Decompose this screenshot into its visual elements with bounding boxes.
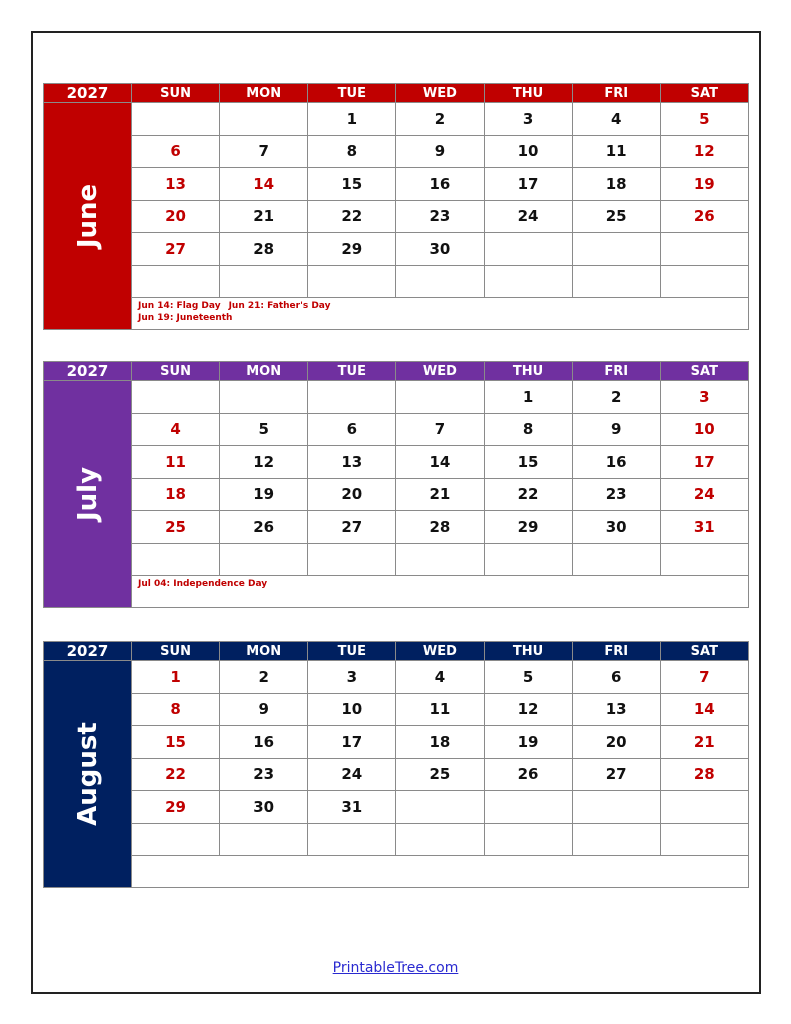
day-cell-24: 24 bbox=[484, 200, 572, 233]
weekday-header-wed: WED bbox=[396, 642, 484, 661]
day-cell-22: 22 bbox=[132, 758, 220, 791]
day-cell-20: 20 bbox=[308, 478, 396, 511]
day-cell-29: 29 bbox=[484, 511, 572, 544]
day-cell-25: 25 bbox=[572, 200, 660, 233]
day-cell-22: 22 bbox=[484, 478, 572, 511]
empty-day-cell bbox=[308, 543, 396, 576]
day-cell-28: 28 bbox=[396, 511, 484, 544]
holiday-note-line bbox=[138, 578, 742, 590]
empty-day-cell bbox=[572, 265, 660, 298]
empty-day-cell bbox=[660, 265, 748, 298]
day-cell-10: 10 bbox=[308, 693, 396, 726]
empty-day-cell bbox=[220, 381, 308, 414]
empty-day-cell bbox=[132, 823, 220, 856]
holiday-note-line bbox=[138, 300, 742, 312]
day-cell-2: 2 bbox=[572, 381, 660, 414]
day-cell-26: 26 bbox=[660, 200, 748, 233]
day-cell-21: 21 bbox=[660, 726, 748, 759]
day-cell-30: 30 bbox=[396, 233, 484, 266]
week-row bbox=[44, 381, 749, 414]
weekday-header-mon: MON bbox=[220, 362, 308, 381]
day-cell-5: 5 bbox=[484, 661, 572, 694]
month-name-label: July bbox=[72, 466, 103, 522]
day-cell-30: 30 bbox=[572, 511, 660, 544]
empty-day-cell bbox=[572, 233, 660, 266]
holiday-notes bbox=[132, 576, 749, 608]
holiday-note-line bbox=[138, 312, 742, 324]
day-cell-20: 20 bbox=[572, 726, 660, 759]
day-cell-3: 3 bbox=[484, 103, 572, 136]
day-cell-11: 11 bbox=[396, 693, 484, 726]
day-cell-26: 26 bbox=[220, 511, 308, 544]
day-cell-18: 18 bbox=[572, 168, 660, 201]
holiday-notes-row bbox=[44, 298, 749, 330]
weekday-header-sat: SAT bbox=[660, 84, 748, 103]
day-cell-19: 19 bbox=[220, 478, 308, 511]
weekday-header-row bbox=[44, 642, 749, 661]
day-cell-5: 5 bbox=[220, 413, 308, 446]
day-cell-12: 12 bbox=[660, 135, 748, 168]
day-cell-2: 2 bbox=[396, 103, 484, 136]
day-cell-7: 7 bbox=[660, 661, 748, 694]
day-cell-9: 9 bbox=[220, 693, 308, 726]
holiday-note: Jun 14: Flag Day bbox=[138, 301, 221, 311]
month-table bbox=[43, 641, 749, 888]
day-cell-23: 23 bbox=[572, 478, 660, 511]
year-label: 2027 bbox=[44, 642, 132, 661]
week-row bbox=[44, 413, 749, 446]
day-cell-14: 14 bbox=[660, 693, 748, 726]
week-row bbox=[44, 103, 749, 136]
empty-day-cell bbox=[308, 265, 396, 298]
month-name-label: August bbox=[72, 722, 103, 826]
month-name-label: June bbox=[72, 183, 103, 249]
day-cell-13: 13 bbox=[308, 446, 396, 479]
day-cell-27: 27 bbox=[308, 511, 396, 544]
day-cell-15: 15 bbox=[308, 168, 396, 201]
month-name-panel bbox=[44, 103, 132, 330]
weekday-header-tue: TUE bbox=[308, 362, 396, 381]
day-cell-3: 3 bbox=[660, 381, 748, 414]
month-block-august bbox=[43, 641, 748, 888]
day-cell-14: 14 bbox=[396, 446, 484, 479]
day-cell-17: 17 bbox=[660, 446, 748, 479]
empty-day-cell bbox=[396, 791, 484, 824]
day-cell-16: 16 bbox=[220, 726, 308, 759]
holiday-note: Jul 04: Independence Day bbox=[138, 579, 268, 589]
week-row bbox=[44, 823, 749, 856]
day-cell-27: 27 bbox=[132, 233, 220, 266]
weekday-header-mon: MON bbox=[220, 84, 308, 103]
day-cell-29: 29 bbox=[308, 233, 396, 266]
empty-day-cell bbox=[132, 103, 220, 136]
week-row bbox=[44, 543, 749, 576]
day-cell-21: 21 bbox=[220, 200, 308, 233]
year-label: 2027 bbox=[44, 84, 132, 103]
month-table bbox=[43, 83, 749, 330]
empty-day-cell bbox=[660, 823, 748, 856]
day-cell-8: 8 bbox=[132, 693, 220, 726]
empty-day-cell bbox=[220, 823, 308, 856]
day-cell-23: 23 bbox=[220, 758, 308, 791]
day-cell-11: 11 bbox=[572, 135, 660, 168]
empty-day-cell bbox=[132, 543, 220, 576]
day-cell-28: 28 bbox=[220, 233, 308, 266]
month-block-june bbox=[43, 83, 748, 330]
holiday-note: Jun 19: Juneteenth bbox=[138, 313, 233, 323]
day-cell-8: 8 bbox=[484, 413, 572, 446]
week-row bbox=[44, 791, 749, 824]
holiday-note: Jun 21: Father's Day bbox=[228, 301, 331, 311]
day-cell-21: 21 bbox=[396, 478, 484, 511]
day-cell-26: 26 bbox=[484, 758, 572, 791]
day-cell-18: 18 bbox=[132, 478, 220, 511]
weekday-header-sun: SUN bbox=[132, 642, 220, 661]
weekday-header-fri: FRI bbox=[572, 362, 660, 381]
weekday-header-sat: SAT bbox=[660, 362, 748, 381]
day-cell-17: 17 bbox=[484, 168, 572, 201]
day-cell-3: 3 bbox=[308, 661, 396, 694]
day-cell-18: 18 bbox=[396, 726, 484, 759]
month-block-july bbox=[43, 361, 748, 608]
day-cell-23: 23 bbox=[396, 200, 484, 233]
weekday-header-mon: MON bbox=[220, 642, 308, 661]
day-cell-11: 11 bbox=[132, 446, 220, 479]
weekday-header-fri: FRI bbox=[572, 84, 660, 103]
weekday-header-row bbox=[44, 84, 749, 103]
empty-day-cell bbox=[132, 381, 220, 414]
holiday-notes-row bbox=[44, 576, 749, 608]
empty-day-cell bbox=[396, 543, 484, 576]
day-cell-2: 2 bbox=[220, 661, 308, 694]
day-cell-16: 16 bbox=[396, 168, 484, 201]
day-cell-24: 24 bbox=[308, 758, 396, 791]
empty-day-cell bbox=[484, 791, 572, 824]
day-cell-6: 6 bbox=[308, 413, 396, 446]
day-cell-31: 31 bbox=[660, 511, 748, 544]
week-row bbox=[44, 265, 749, 298]
day-cell-1: 1 bbox=[484, 381, 572, 414]
empty-day-cell bbox=[484, 265, 572, 298]
day-cell-12: 12 bbox=[484, 693, 572, 726]
week-row bbox=[44, 135, 749, 168]
day-cell-15: 15 bbox=[132, 726, 220, 759]
weekday-header-thu: THU bbox=[484, 362, 572, 381]
week-row bbox=[44, 200, 749, 233]
empty-day-cell bbox=[396, 265, 484, 298]
day-cell-17: 17 bbox=[308, 726, 396, 759]
day-cell-4: 4 bbox=[396, 661, 484, 694]
day-cell-13: 13 bbox=[572, 693, 660, 726]
day-cell-12: 12 bbox=[220, 446, 308, 479]
empty-day-cell bbox=[396, 823, 484, 856]
day-cell-22: 22 bbox=[308, 200, 396, 233]
day-cell-1: 1 bbox=[308, 103, 396, 136]
weekday-header-sun: SUN bbox=[132, 84, 220, 103]
month-name-panel bbox=[44, 661, 132, 888]
empty-day-cell bbox=[220, 265, 308, 298]
weekday-header-row bbox=[44, 362, 749, 381]
day-cell-6: 6 bbox=[572, 661, 660, 694]
weekday-header-tue: TUE bbox=[308, 84, 396, 103]
day-cell-15: 15 bbox=[484, 446, 572, 479]
day-cell-20: 20 bbox=[132, 200, 220, 233]
month-table bbox=[43, 361, 749, 608]
day-cell-9: 9 bbox=[396, 135, 484, 168]
empty-day-cell bbox=[572, 823, 660, 856]
weekday-header-fri: FRI bbox=[572, 642, 660, 661]
holiday-notes-row bbox=[44, 856, 749, 888]
weekday-header-tue: TUE bbox=[308, 642, 396, 661]
weekday-header-thu: THU bbox=[484, 642, 572, 661]
day-cell-30: 30 bbox=[220, 791, 308, 824]
empty-day-cell bbox=[484, 823, 572, 856]
empty-day-cell bbox=[308, 381, 396, 414]
day-cell-7: 7 bbox=[396, 413, 484, 446]
day-cell-27: 27 bbox=[572, 758, 660, 791]
empty-day-cell bbox=[660, 791, 748, 824]
day-cell-24: 24 bbox=[660, 478, 748, 511]
footer-link[interactable]: PrintableTree.com bbox=[332, 960, 459, 976]
month-name-panel bbox=[44, 381, 132, 608]
day-cell-4: 4 bbox=[572, 103, 660, 136]
day-cell-10: 10 bbox=[660, 413, 748, 446]
day-cell-8: 8 bbox=[308, 135, 396, 168]
weekday-header-wed: WED bbox=[396, 84, 484, 103]
day-cell-29: 29 bbox=[132, 791, 220, 824]
day-cell-13: 13 bbox=[132, 168, 220, 201]
week-row bbox=[44, 446, 749, 479]
week-row bbox=[44, 511, 749, 544]
empty-day-cell bbox=[220, 543, 308, 576]
day-cell-14: 14 bbox=[220, 168, 308, 201]
week-row bbox=[44, 478, 749, 511]
day-cell-7: 7 bbox=[220, 135, 308, 168]
day-cell-5: 5 bbox=[660, 103, 748, 136]
week-row bbox=[44, 726, 749, 759]
empty-day-cell bbox=[396, 381, 484, 414]
day-cell-6: 6 bbox=[132, 135, 220, 168]
week-row bbox=[44, 693, 749, 726]
holiday-notes bbox=[132, 298, 749, 330]
day-cell-25: 25 bbox=[132, 511, 220, 544]
empty-day-cell bbox=[660, 543, 748, 576]
week-row bbox=[44, 233, 749, 266]
day-cell-31: 31 bbox=[308, 791, 396, 824]
day-cell-10: 10 bbox=[484, 135, 572, 168]
day-cell-19: 19 bbox=[484, 726, 572, 759]
day-cell-1: 1 bbox=[132, 661, 220, 694]
empty-day-cell bbox=[308, 823, 396, 856]
empty-day-cell bbox=[220, 103, 308, 136]
day-cell-28: 28 bbox=[660, 758, 748, 791]
year-label: 2027 bbox=[44, 362, 132, 381]
day-cell-25: 25 bbox=[396, 758, 484, 791]
week-row bbox=[44, 661, 749, 694]
day-cell-9: 9 bbox=[572, 413, 660, 446]
weekday-header-wed: WED bbox=[396, 362, 484, 381]
day-cell-16: 16 bbox=[572, 446, 660, 479]
empty-day-cell bbox=[132, 265, 220, 298]
weekday-header-sat: SAT bbox=[660, 642, 748, 661]
empty-day-cell bbox=[484, 543, 572, 576]
day-cell-19: 19 bbox=[660, 168, 748, 201]
day-cell-4: 4 bbox=[132, 413, 220, 446]
week-row bbox=[44, 758, 749, 791]
empty-day-cell bbox=[484, 233, 572, 266]
empty-day-cell bbox=[572, 543, 660, 576]
week-row bbox=[44, 168, 749, 201]
holiday-notes bbox=[132, 856, 749, 888]
weekday-header-sun: SUN bbox=[132, 362, 220, 381]
empty-day-cell bbox=[572, 791, 660, 824]
weekday-header-thu: THU bbox=[484, 84, 572, 103]
empty-day-cell bbox=[660, 233, 748, 266]
